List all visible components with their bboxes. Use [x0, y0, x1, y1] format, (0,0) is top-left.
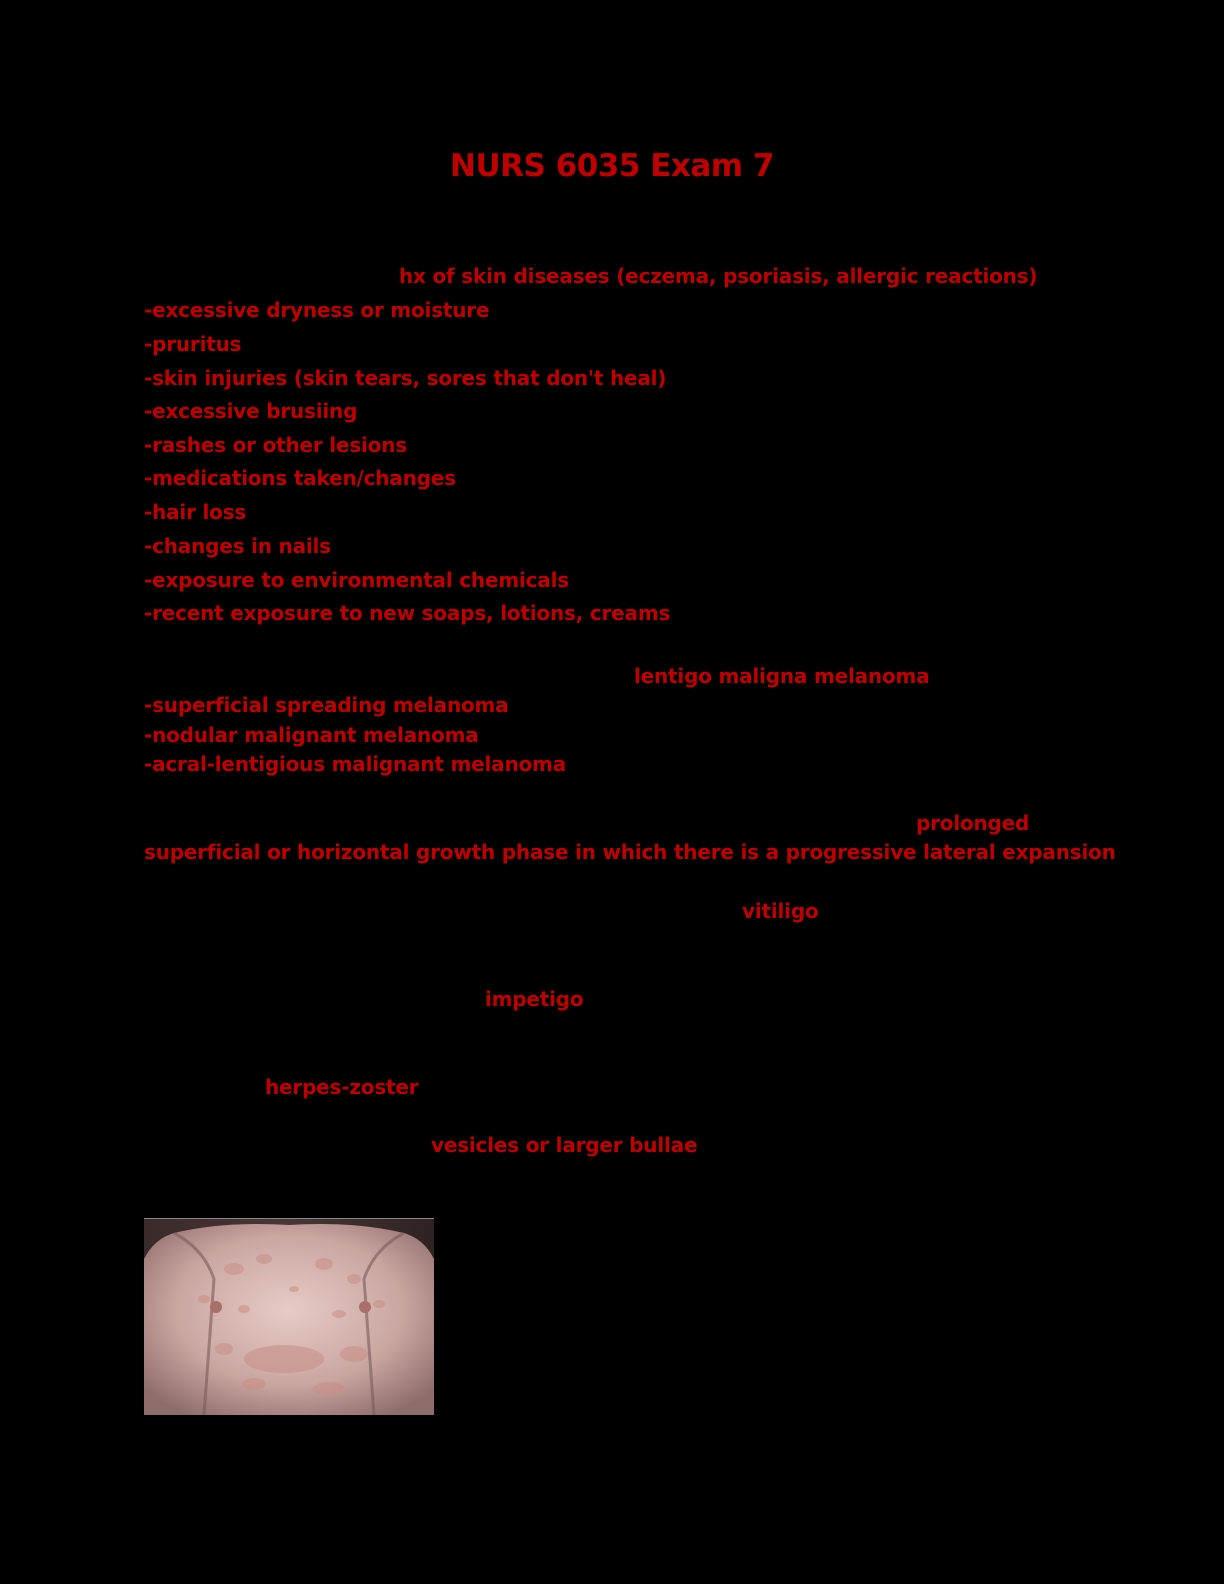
answer-melanoma-type: lentigo maligna melanoma: [634, 664, 930, 688]
photo-skin-chest-icon: [144, 1219, 434, 1415]
answer-growth-phase-start: prolonged: [916, 811, 1030, 835]
list-item: -rashes or other lesions: [144, 433, 407, 457]
list-item: -skin injuries (skin tears, sores that don't heal): [144, 366, 667, 390]
answer-vesicles: vesicles or larger bullae: [431, 1133, 698, 1157]
list-item: -medications taken/changes: [144, 466, 456, 490]
list-item: -pruritus: [144, 332, 242, 356]
list-item: -nodular malignant melanoma: [144, 723, 479, 747]
page-title: NURS 6035 Exam 7: [450, 148, 774, 184]
list-item: -exposure to environmental chemicals: [144, 568, 569, 592]
list-item: -changes in nails: [144, 534, 331, 558]
answer-herpes-zoster: herpes-zoster: [265, 1075, 419, 1099]
answer-growth-phase: superficial or horizontal growth phase in which there is a progressive lateral expansion: [144, 840, 1116, 864]
list-item: -superficial spreading melanoma: [144, 693, 509, 717]
answer-impetigo: impetigo: [485, 987, 584, 1011]
answer-skin-history: hx of skin diseases (eczema, psoriasis, allergic reactions): [399, 264, 1038, 288]
answer-vitiligo: vitiligo: [742, 899, 819, 923]
list-item: -excessive brusiing: [144, 399, 358, 423]
photo-skin-chest: [144, 1218, 434, 1415]
list-item: -excessive dryness or moisture: [144, 298, 490, 322]
list-item: -hair loss: [144, 500, 247, 524]
list-item: -recent exposure to new soaps, lotions, creams: [144, 601, 671, 625]
list-item: -acral-lentigious malignant melanoma: [144, 752, 566, 776]
